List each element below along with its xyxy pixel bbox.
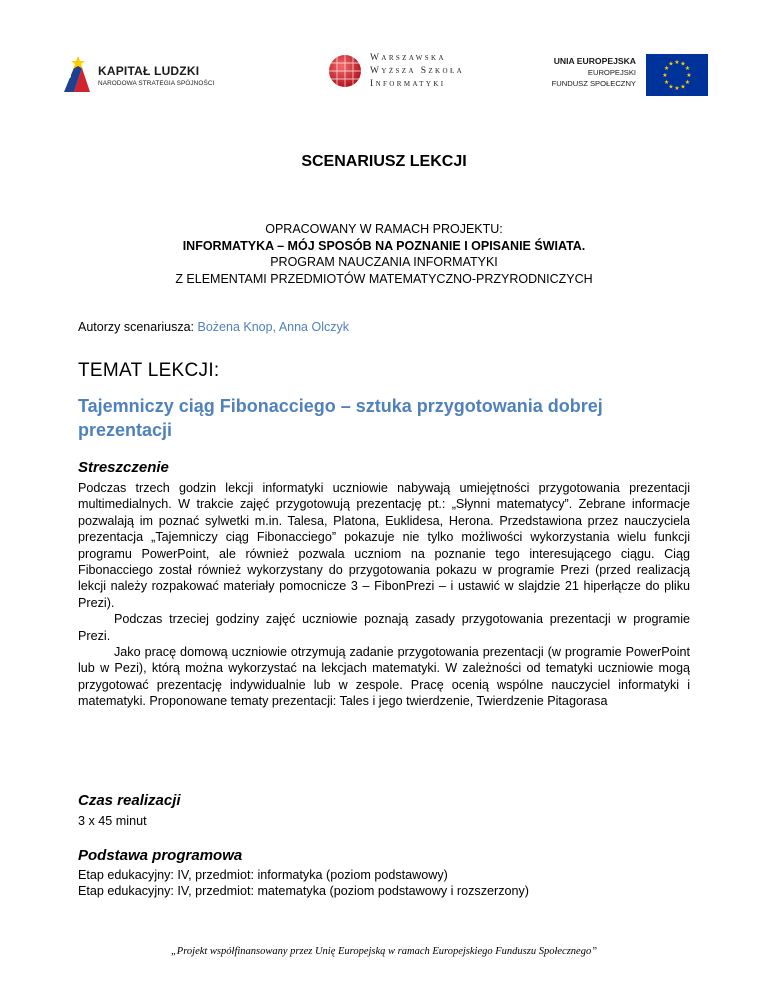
lesson-topic-label: TEMAT LEKCJI:	[78, 360, 220, 381]
wwsi-line-1: Warszawska	[370, 53, 446, 63]
svg-text:★: ★	[686, 72, 692, 79]
kapital-ludzki-star-icon	[60, 54, 96, 94]
project-description	[0, 221, 768, 287]
project-line-4: Z ELEMENTAMI PRZEDMIOTÓW MATEMATYCZNO-PRZYRODNICZYCH	[175, 271, 593, 286]
kapital-ludzki-title: KAPITAŁ LUDZKI	[98, 64, 200, 78]
eu-line-3: FUNDUSZ SPOŁECZNY	[551, 79, 636, 88]
wwsi-line-3: Informatyki	[370, 79, 446, 89]
eu-logo	[534, 54, 708, 98]
svg-text:★: ★	[662, 72, 668, 79]
project-line-1: OPRACOWANY W RAMACH PROJEKTU:	[265, 222, 503, 236]
program-heading: Podstawa programowa	[78, 847, 243, 864]
svg-text:★: ★	[680, 60, 686, 68]
wwsi-logo	[328, 50, 478, 100]
program-line-1: Etap edukacyjny: IV, przedmiot: informatyka (poziom podstawowy)	[78, 868, 448, 882]
page-header	[60, 50, 708, 106]
page-title: SCENARIUSZ LEKCJI	[301, 153, 467, 170]
svg-text:★: ★	[674, 85, 680, 92]
svg-text:★: ★	[668, 60, 674, 68]
svg-text:★: ★	[674, 59, 680, 66]
wwsi-line-2: Wyższa Szkoła	[370, 66, 465, 76]
svg-text:★: ★	[684, 79, 691, 86]
time-value: 3 x 45 minut	[78, 814, 147, 828]
program-line-2: Etap edukacyjny: IV, przedmiot: matematyka (poziom podstawowy i rozszerzony)	[78, 884, 530, 899]
page-footer: „Projekt współfinansowany przez Unię Europejską w ramach Europejskiego Funduszu Społecznego”	[170, 946, 598, 957]
wwsi-sphere-icon	[328, 54, 362, 88]
svg-text:★: ★	[668, 83, 674, 91]
program-body	[78, 867, 690, 900]
summary-paragraph-1: Podczas trzech godzin lekcji informatyki uczniowie nabywają umiejętności przygotowania prezentacji multimedialnych. W trakcie zajęć przygotowują prezentację pt.: „Słynni matematycy”. Zebrane informacje pozwalają im poznać sylwetki m.in. Talesa, Platona, Euklidesa, Herona. Przedstawiona przez nauczyciela prezentacja „Tajemniczy ciąg Fibonacciego” pokazuje nie tylko możliwości wykorzystania wielu funkcji programu PowerPoint, ale również pozwala uczniom na poznanie tego interesującego ciągu. Ciąg Fibonacciego został również wykorzystany do przygotowania pokazu w programie Prezi (przed realizacją lekcji należy rozpakować materiały pomocnicze 3 – FibonPrezi – i ustawić w slajdzie 21 hiperłącze do pliku Prezi).	[78, 481, 690, 610]
project-line-2: INFORMATYKA – MÓJ SPOSÓB NA POZNANIE I OPISANIE ŚWIATA.	[182, 238, 586, 253]
svg-text:★: ★	[663, 65, 670, 72]
authors-label: Autorzy scenariusza:	[78, 320, 198, 334]
eu-flag-icon	[646, 54, 708, 96]
summary-paragraph-3: Jako pracę domową uczniowie otrzymują zadanie przygotowania prezentacji (w programie PowerPoint lub w Pezi), którą można wykorzystać na lekcjach matematyki. W zależności od tematyki uczniowie mogą przygotować prezentację indywidualnie lub w zespole. Pracę ocenią wspólne nauczyciel informatyki i matematyki. Proponowane tematy prezentacji: Tales i jego twierdzenie, Twierdzenie Pitagorasa	[78, 645, 690, 709]
authors	[78, 320, 349, 334]
authors-names: Bożena Knop, Anna Olczyk	[197, 320, 349, 334]
wwsi-name	[370, 52, 464, 91]
project-line-3: PROGRAM NAUCZANIA INFORMATYKI	[270, 255, 498, 269]
lesson-subject: Tajemniczy ciąg Fibonacciego – sztuka przygotowania dobrej prezentacji	[78, 396, 603, 440]
summary-paragraph-2: Podczas trzeciej godziny zajęć uczniowie poznają zasady przygotowania prezentacji w programie Prezi.	[78, 612, 690, 643]
svg-text:★: ★	[663, 79, 670, 86]
eu-line-1: UNIA EUROPEJSKA	[553, 56, 636, 66]
summary-body	[78, 480, 690, 710]
eu-line-2: EUROPEJSKI	[587, 68, 636, 77]
svg-text:★: ★	[684, 65, 691, 72]
eu-text	[552, 56, 636, 89]
time-heading: Czas realizacji	[78, 792, 181, 809]
svg-text:★: ★	[680, 83, 686, 91]
summary-heading: Streszczenie	[78, 459, 169, 476]
kapital-ludzki-subtitle: NARODOWA STRATEGIA SPÓJNOŚCI	[98, 80, 215, 87]
kapital-ludzki-logo	[60, 54, 220, 100]
